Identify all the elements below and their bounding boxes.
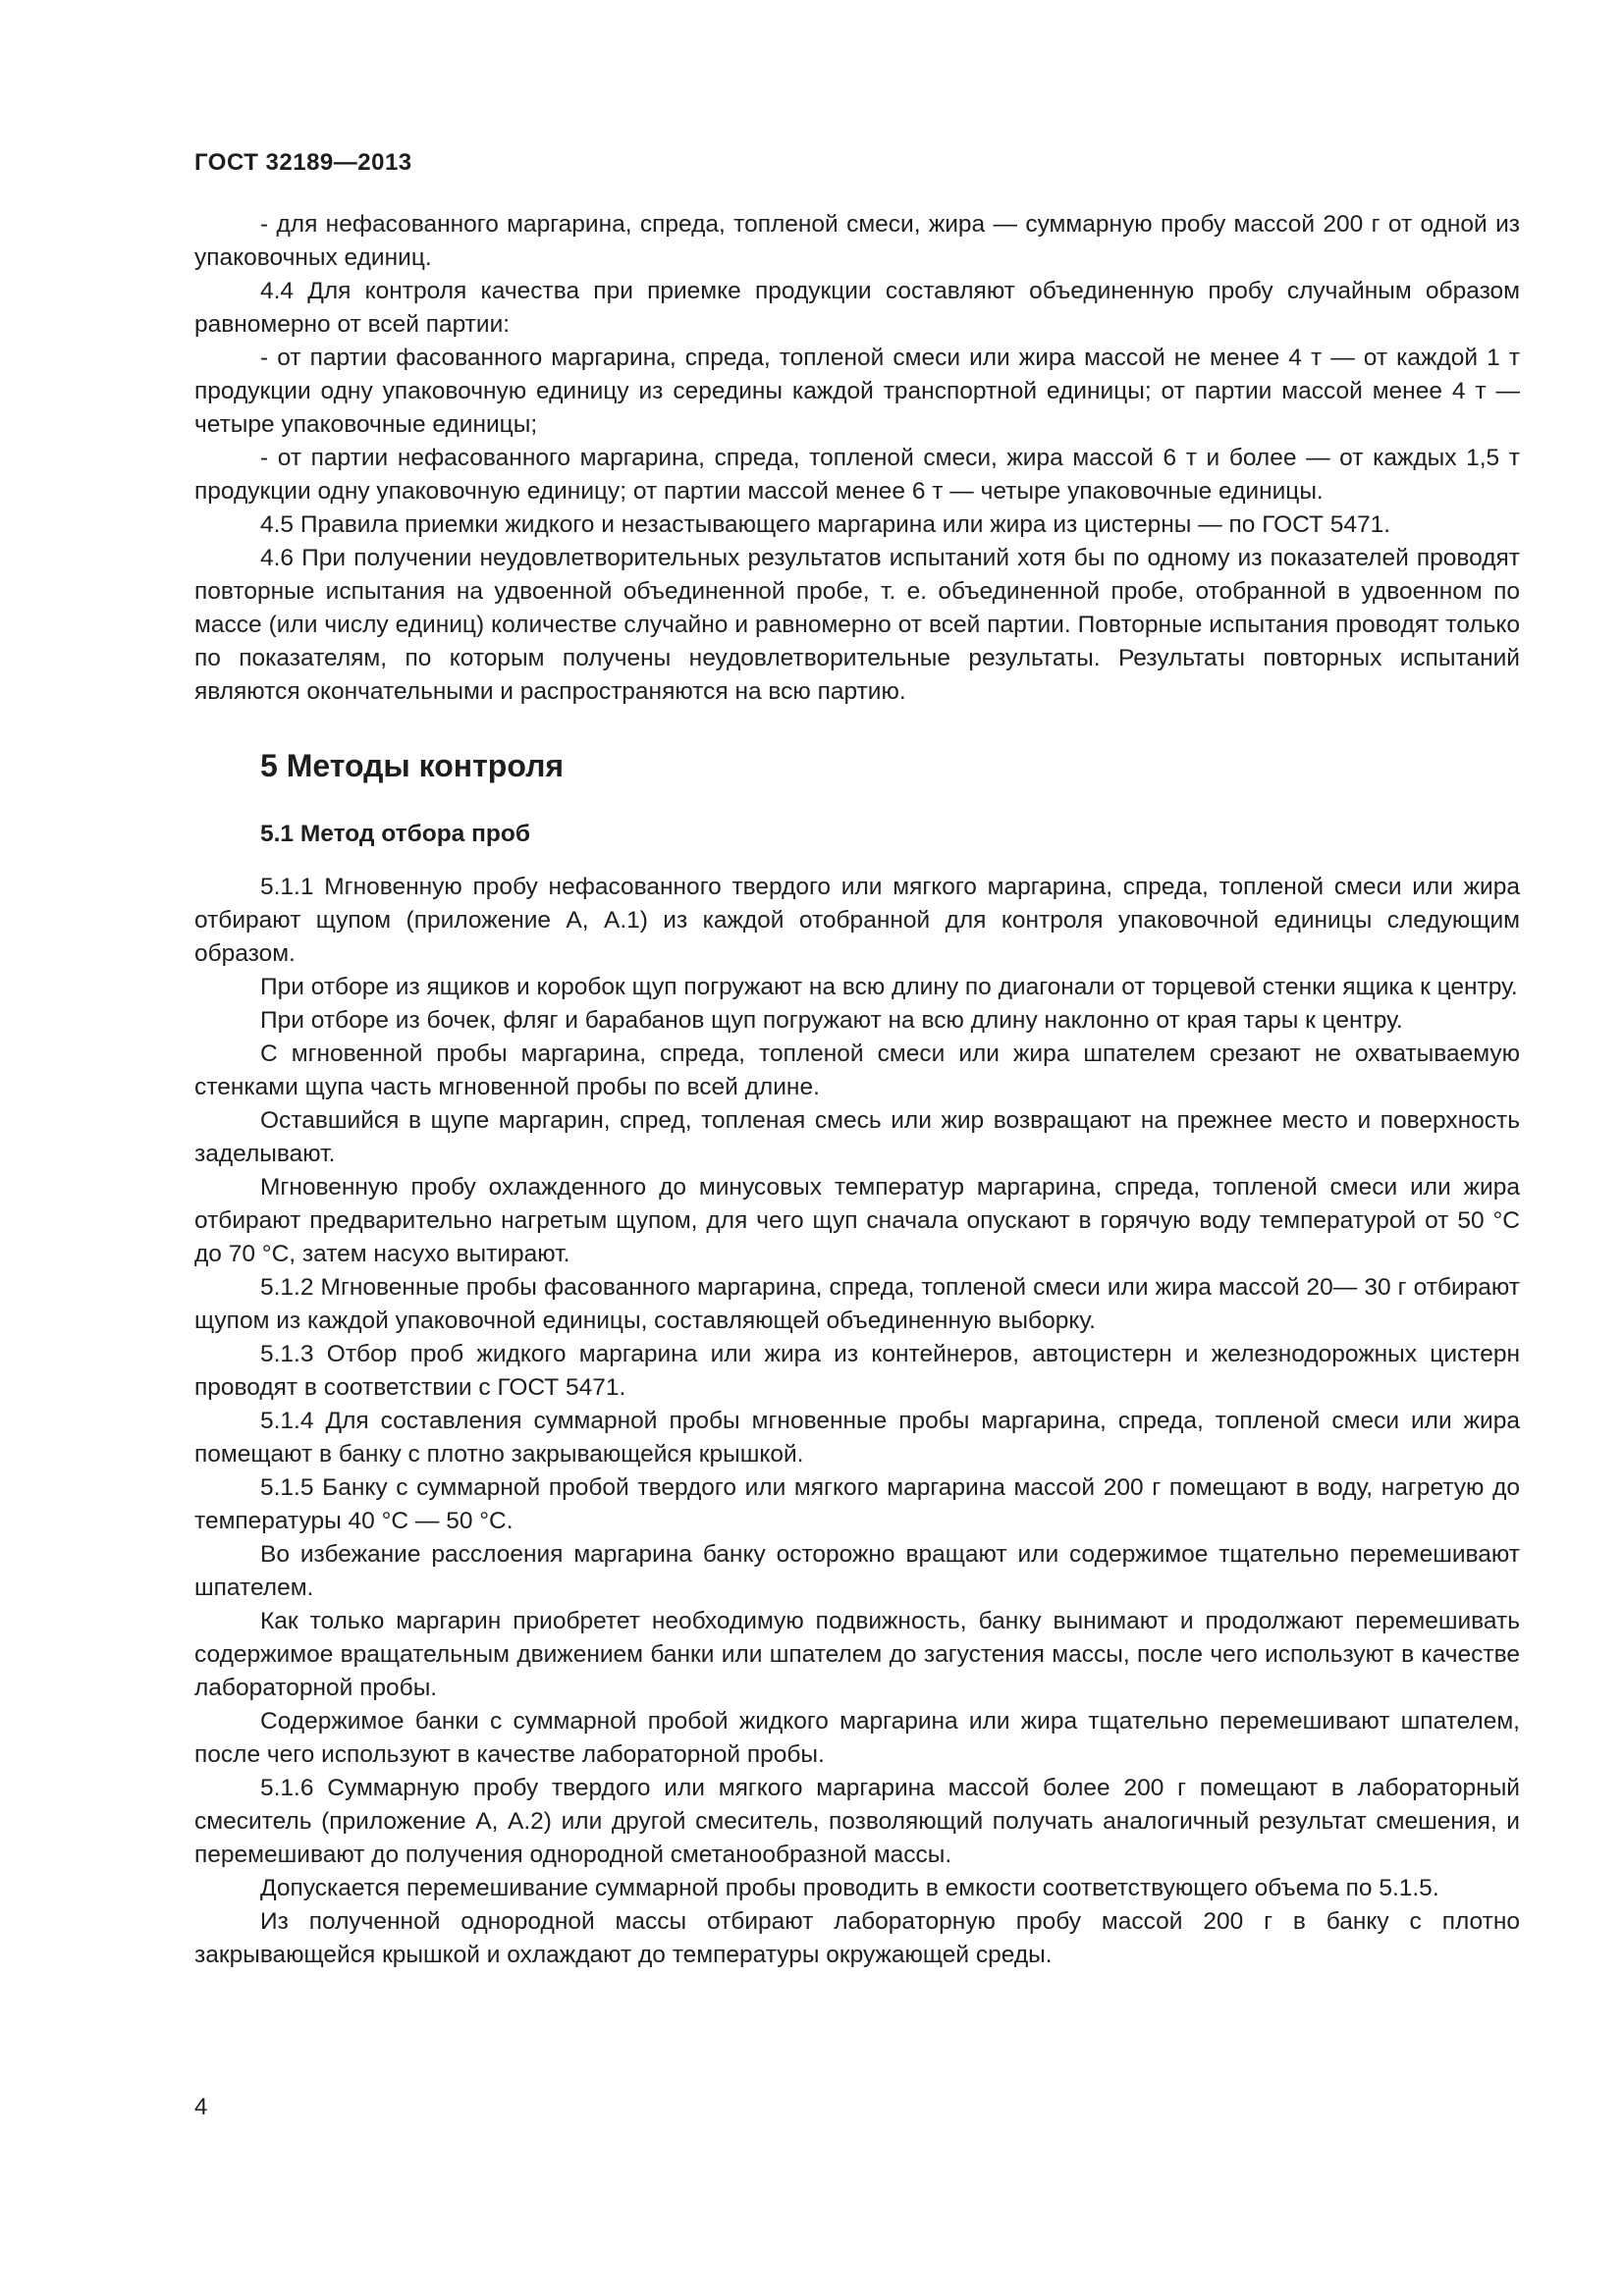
paragraph: 4.4 Для контроля качества при приемке продукции составляют объединенную пробу случайным образом равномерно от всей партии: (194, 278, 1520, 338)
paragraph: Как только маргарин приобретет необходимую подвижность, банку вынимают и продолжают перемешивать содержимое вращательным движением банки или шпателем до загустения массы, после чего используют в качестве лабораторной пробы. (194, 1608, 1520, 1701)
paragraph: Во избежание расслоения маргарина банку осторожно вращают или содержимое тщательно перемешивают шпателем. (194, 1541, 1520, 1601)
paragraph: - для нефасованного маргарина, спреда, топленой смеси, жира — суммарную пробу массой 200 г от одной из упаковочных единиц. (194, 211, 1520, 271)
document-header: ГОСТ 32189—2013 (194, 149, 412, 176)
page-number: 4 (194, 2094, 208, 2120)
paragraph: Оставшийся в щупе маргарин, спред, топленая смесь или жир возвращают на прежнее место и поверхность заделывают. (194, 1107, 1520, 1167)
paragraph: - от партии фасованного маргарина, спреда, топленой смеси или жира массой не менее 4 т — от каждой 1 т продукции одну упаковочную единицу из середины каждой транспортной единицы; от партии массой менее 4 т — четыре упаковочные единицы; (194, 345, 1520, 438)
paragraph: 5.1.3 Отбор проб жидкого маргарина или жира из контейнеров, автоцистерн и железнодорожных цистерн проводят в соответствии с ГОСТ 5471. (194, 1341, 1520, 1401)
paragraph: Мгновенную пробу охлажденного до минусовых температур маргарина, спреда, топленой смеси или жира отбирают предварительно нагретым щупом, для чего щуп сначала опускают в горячую воду температурой от 50 °С до 70 °С, затем насухо вытирают. (194, 1174, 1520, 1267)
section-title: 5 Методы контроля (260, 748, 565, 783)
paragraph: Допускается перемешивание суммарной пробы проводить в емкости соответствующего объема по 5.1.5. (260, 1875, 1439, 1901)
paragraph: При отборе из бочек, фляг и барабанов щуп погружают на всю длину наклонно от края тары к центру. (260, 1007, 1403, 1034)
paragraph: 5.1.5 Банку с суммарной пробой твердого или мягкого маргарина массой 200 г помещают в воду, нагретую до температуры 40 °С — 50 °С. (194, 1474, 1520, 1534)
paragraph: - от партии нефасованного маргарина, спреда, топленой смеси, жира массой 6 т и более — от каждых 1,5 т продукции одну упаковочную единицу; от партии массой менее 6 т — четыре упаковочные единицы. (194, 445, 1520, 505)
paragraph: 5.1.2 Мгновенные пробы фасованного маргарина, спреда, топленой смеси или жира массой 20— 30 г отбирают щупом из каждой упаковочной единицы, составляющей объединенную выборку. (194, 1274, 1520, 1334)
paragraph: Из полученной однородной массы отбирают лабораторную пробу массой 200 г в банку с плотно закрывающейся крышкой и охлаждают до температуры окружающей среды. (194, 1908, 1520, 1968)
paragraph: При отборе из ящиков и коробок щуп погружают на всю длину по диагонали от торцевой стенки ящика к центру. (260, 974, 1518, 1000)
paragraph: Содержимое банки с суммарной пробой жидкого маргарина или жира тщательно перемешивают шпателем, после чего используют в качестве лабораторной пробы. (194, 1708, 1520, 1768)
paragraph: 5.1.4 Для составления суммарной пробы мгновенные пробы маргарина, спреда, топленой смеси или жира помещают в банку с плотно закрывающейся крышкой. (194, 1408, 1520, 1468)
paragraph: 4.6 При получении неудовлетворительных результатов испытаний хотя бы по одному из показателей проводят повторные испытания на удвоенной объединенной пробе, т. е. объединенной пробе, отобранной в удвоенном по массе (или числу единиц) количестве случайно и равномерно от всей партии. Повторные испытания проводят только по показателям, по которым получены неудовлетворительные результаты. Результаты повторных испытаний являются окончательными и распространяются на всю партию. (194, 545, 1520, 705)
subsection-title: 5.1 Метод отбора проб (260, 821, 530, 847)
paragraph: 5.1.6 Суммарную пробу твердого или мягкого маргарина массой более 200 г помещают в лабораторный смеситель (приложение А, А.2) или другой смеситель, позволяющий получать аналогичный результат смешения, и перемешивают до получения однородной сметанообразной массы. (194, 1775, 1520, 1868)
paragraph: 5.1.1 Мгновенную пробу нефасованного твердого или мягкого маргарина, спреда, топленой смеси или жира отбирают щупом (приложение А, А.1) из каждой отобранной для контроля упаковочной единицы следующим образом. (194, 874, 1520, 967)
document-body (194, 208, 1520, 1972)
paragraph: С мгновенной пробы маргарина, спреда, топленой смеси или жира шпателем срезают не охватываемую стенками щупа часть мгновенной пробы по всей длине. (194, 1041, 1520, 1100)
paragraph: 4.5 Правила приемки жидкого и незастывающего маргарина или жира из цистерны — по ГОСТ 5471. (260, 511, 1391, 538)
